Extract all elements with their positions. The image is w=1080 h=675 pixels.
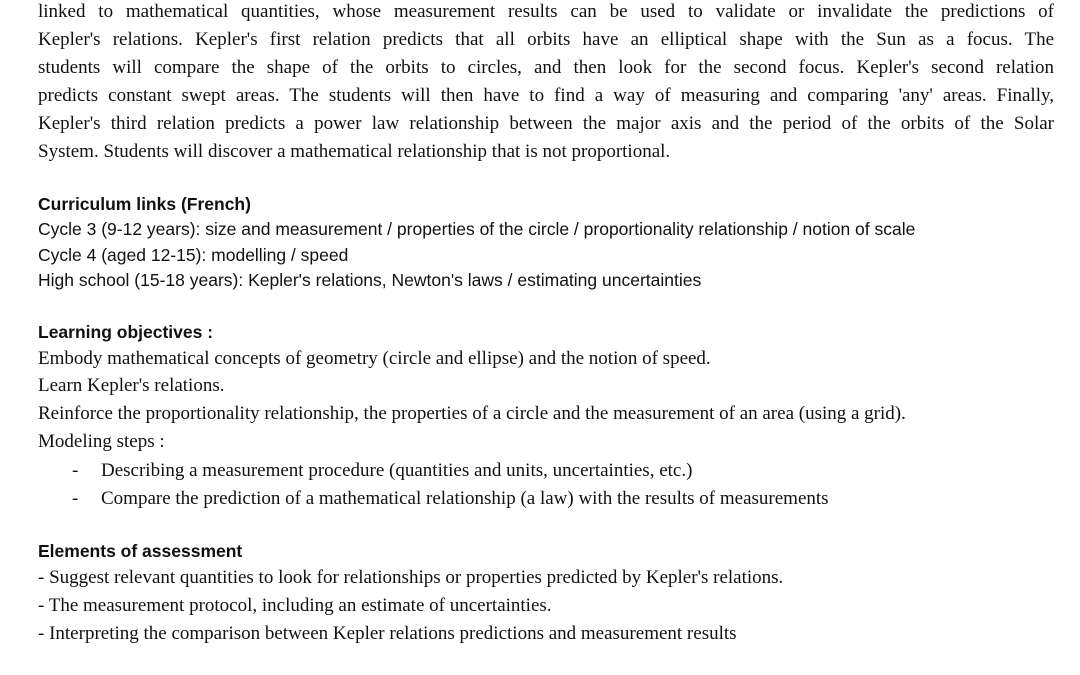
curriculum-heading: Curriculum links (French) [38, 194, 251, 214]
curriculum-item: Cycle 4 (aged 12-15): modelling / speed [38, 245, 349, 265]
intro-line: predicts constant swept areas. The students will then have to find a way of measuring and comparing 'any' areas. Finally, [38, 85, 1054, 106]
intro-line: System. Students will discover a mathematical relationship that is not proportional. [38, 141, 671, 162]
objectives-heading: Learning objectives : [38, 322, 214, 342]
bullet-marker: - [72, 488, 79, 509]
intro-line: students will compare the shape of the orbits to circles, and then look for the second focus. Kepler's second relation [38, 57, 1054, 78]
bullet-item: Compare the prediction of a mathematical relationship (a law) with the results of measurements [101, 488, 829, 509]
objective-item: Modeling steps : [38, 431, 165, 452]
assessment-item: - The measurement protocol, including an estimate of uncertainties. [38, 595, 552, 616]
assessment-heading: Elements of assessment [38, 541, 243, 561]
intro-line: linked to mathematical quantities, whose measurement results can be used to validate or invalidate the predictions of [38, 1, 1054, 22]
curriculum-item: Cycle 3 (9-12 years): size and measurement / properties of the circle / proportionality relationship / notion of scale [38, 219, 916, 239]
intro-line: Kepler's relations. Kepler's first relation predicts that all orbits have an elliptical shape with the Sun as a focus. The [38, 29, 1054, 50]
bullet-item: Describing a measurement procedure (quantities and units, uncertainties, etc.) [101, 460, 693, 481]
intro-line: Kepler's third relation predicts a power law relationship between the major axis and the period of the orbits of the Solar [38, 113, 1054, 134]
curriculum-item: High school (15-18 years): Kepler's relations, Newton's laws / estimating uncertainties [38, 270, 702, 290]
bullet-marker: - [72, 460, 79, 481]
objective-item: Learn Kepler's relations. [38, 375, 225, 396]
assessment-item: - Suggest relevant quantities to look for relationships or properties predicted by Kepler's relations. [38, 567, 784, 588]
objective-item: Embody mathematical concepts of geometry (circle and ellipse) and the notion of speed. [38, 348, 711, 369]
assessment-item: - Interpreting the comparison between Kepler relations predictions and measurement results [38, 623, 737, 644]
objective-item: Reinforce the proportionality relationship, the properties of a circle and the measurement of an area (using a grid). [38, 403, 906, 424]
